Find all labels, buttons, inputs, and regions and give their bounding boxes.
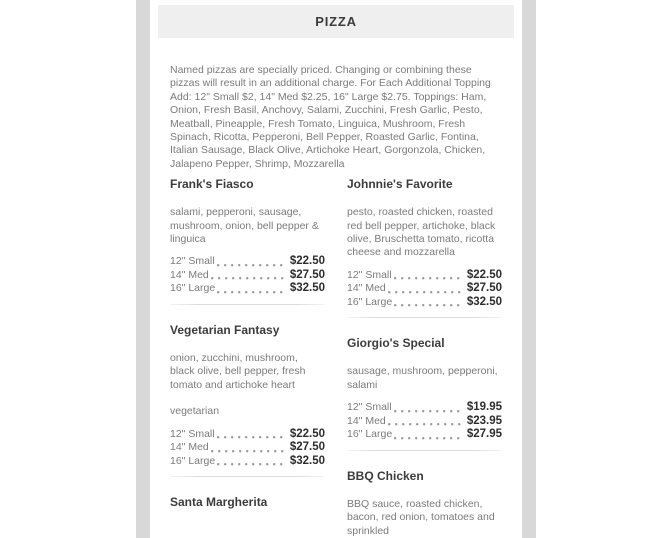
price-value: $32.50 bbox=[289, 454, 325, 467]
price-row bbox=[170, 255, 325, 269]
price-size-label: 16" Large bbox=[347, 428, 393, 441]
menu-item-price-list bbox=[347, 401, 502, 442]
price-size-label: 14" Med bbox=[347, 414, 386, 427]
price-size-label: 14" Med bbox=[170, 268, 209, 281]
menu-item-name: Santa Margherita bbox=[170, 495, 268, 510]
price-row bbox=[170, 455, 325, 469]
menu-content bbox=[150, 38, 522, 538]
dot-leader bbox=[394, 410, 464, 413]
menu-item bbox=[347, 317, 502, 441]
menu-card bbox=[150, 0, 522, 538]
menu-item bbox=[347, 450, 502, 538]
price-value: $23.95 bbox=[466, 414, 502, 427]
menu-column-right bbox=[347, 177, 502, 538]
price-row bbox=[347, 415, 502, 429]
price-size-label: 14" Med bbox=[347, 282, 386, 295]
price-row bbox=[170, 441, 325, 455]
price-value: $22.50 bbox=[466, 268, 502, 281]
menu-section-title: PIZZA bbox=[315, 14, 357, 29]
price-size-label: 12" Small bbox=[170, 255, 215, 268]
menu-item bbox=[170, 177, 325, 296]
menu-item-price-list bbox=[170, 428, 325, 469]
menu-section-header bbox=[158, 5, 514, 38]
menu-item bbox=[170, 304, 325, 468]
price-size-label: 12" Small bbox=[170, 427, 215, 440]
price-size-label: 16" Large bbox=[347, 295, 393, 308]
menu-intro-text: Named pizzas are specially priced. Changing or combining these pizzas will result in an additional charge. For Each Additional Topping Add: 12" Small $2, 14" Med $2.25, 16" Large $2.75. Toppings: Ham, Onion, Fresh Basil, Anchovy, Salami, Zucchini, Fresh Garlic, Pesto, Meatball, Pineapple, Fresh Tomato, Linguica, Mushroom, Fresh Spinach, Ricotta, Pepperoni, Bell Pepper, Roasted Garlic, Fontina, Italian Sausage, Black Olive, Artichoke Heart, Gorgonzola, Chicken, Jalapeno Pepper, Shrimp, Mozzarella bbox=[170, 64, 491, 170]
menu-columns bbox=[170, 177, 502, 538]
menu-item bbox=[347, 177, 502, 309]
menu-item-description: BBQ sauce, roasted chicken, bacon, red onion, tomatoes and sprinkled bbox=[347, 497, 495, 537]
price-row bbox=[170, 269, 325, 283]
price-size-label: 16" Large bbox=[170, 282, 216, 295]
price-row bbox=[170, 282, 325, 296]
price-size-label: 16" Large bbox=[170, 454, 216, 467]
menu-item bbox=[170, 476, 325, 509]
menu-item-name: Frank's Fiasco bbox=[170, 177, 254, 192]
email-background bbox=[136, 0, 536, 538]
menu-item-price-list bbox=[170, 255, 325, 296]
menu-item-description: onion, zucchini, mushroom, black olive, bell pepper, fresh tomato and artichoke heart bbox=[170, 351, 306, 391]
menu-item-price-list bbox=[347, 269, 502, 310]
price-row bbox=[170, 428, 325, 442]
price-row bbox=[347, 282, 502, 296]
price-value: $27.50 bbox=[289, 441, 325, 454]
price-size-label: 12" Small bbox=[347, 401, 392, 414]
menu-item-tag: vegetarian bbox=[170, 405, 220, 418]
price-value: $32.50 bbox=[466, 295, 502, 308]
price-row bbox=[347, 296, 502, 310]
dot-leader bbox=[217, 291, 287, 294]
price-value: $22.50 bbox=[289, 427, 325, 440]
price-value: $27.50 bbox=[289, 268, 325, 281]
menu-item-name: Giorgio's Special bbox=[347, 336, 445, 351]
price-value: $32.50 bbox=[289, 282, 325, 295]
dot-leader bbox=[211, 450, 287, 453]
menu-item-description: sausage, mushroom, pepperoni, salami bbox=[347, 365, 498, 391]
menu-item-name: BBQ Chicken bbox=[347, 468, 424, 483]
menu-item-name: Vegetarian Fantasy bbox=[170, 322, 280, 337]
price-row bbox=[347, 428, 502, 442]
dot-leader bbox=[211, 277, 287, 280]
menu-item-description: salami, pepperoni, sausage, mushroom, onion, bell pepper & linguica bbox=[170, 206, 319, 246]
dot-leader bbox=[217, 264, 287, 267]
price-size-label: 12" Small bbox=[347, 268, 392, 281]
item-divider bbox=[347, 317, 502, 318]
price-value: $27.50 bbox=[466, 282, 502, 295]
dot-leader bbox=[388, 423, 464, 426]
dot-leader bbox=[394, 277, 464, 280]
price-value: $19.95 bbox=[466, 401, 502, 414]
dot-leader bbox=[217, 436, 287, 439]
item-divider bbox=[170, 476, 325, 477]
item-divider bbox=[347, 450, 502, 451]
dot-leader bbox=[217, 463, 287, 466]
price-value: $27.95 bbox=[466, 428, 502, 441]
price-value: $22.50 bbox=[289, 255, 325, 268]
dot-leader bbox=[394, 304, 464, 307]
menu-item-name: Johnnie's Favorite bbox=[347, 177, 453, 192]
price-row bbox=[347, 269, 502, 283]
menu-item-description: pesto, roasted chicken, roasted red bell pepper, artichoke, black olive, Bruschetta tomato, ricotta cheese and mozzarella bbox=[347, 206, 496, 259]
item-divider bbox=[170, 304, 325, 305]
price-size-label: 14" Med bbox=[170, 441, 209, 454]
price-row bbox=[347, 401, 502, 415]
dot-leader bbox=[394, 437, 464, 440]
menu-column-left bbox=[170, 177, 325, 538]
dot-leader bbox=[388, 291, 464, 294]
